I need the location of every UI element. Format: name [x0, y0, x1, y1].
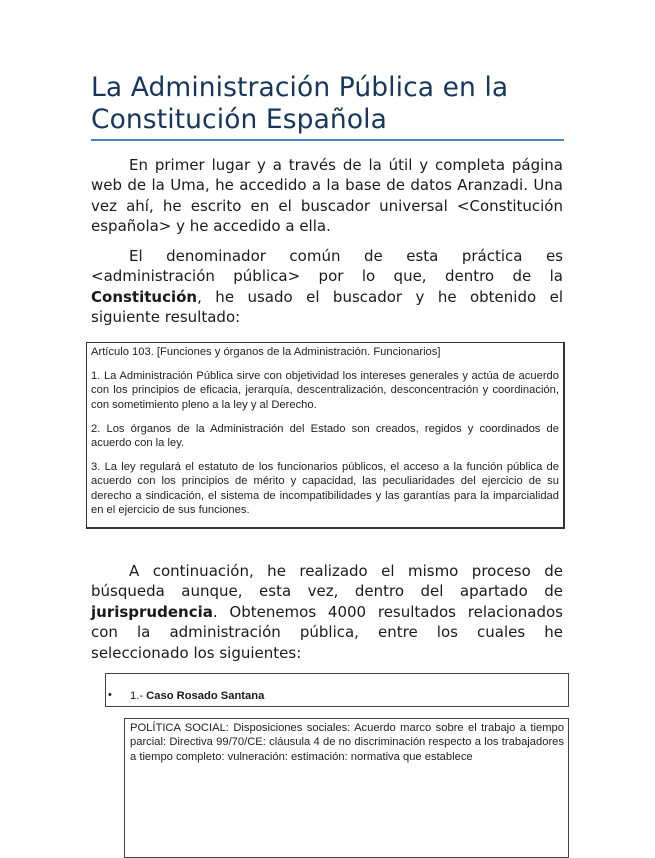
case-name: Caso Rosado Santana — [146, 690, 265, 702]
intro-paragraph — [91, 155, 563, 237]
document-title: La Administración Pública en la Constitución Española — [91, 72, 509, 135]
article-quote-box — [86, 342, 565, 529]
title-underline — [91, 139, 564, 141]
search-paragraph — [91, 246, 563, 328]
article-item-2: 2. Los órganos de la Administración del Estado son creados, regidos y coordinados de acuerdo con la ley. — [91, 422, 559, 450]
search-text-before: El denominador común de esta práctica es <administración pública> por lo que, dentro de la — [91, 247, 563, 286]
case-title — [130, 690, 264, 702]
intro-text: En primer lugar y a través de la útil y completa página web de la Uma, he accedido a la base de datos Aranzadi. Una vez ahí, he escrito en el buscador universal <Constitución española> y he accedido a ella. — [91, 156, 563, 236]
case-summary-box: POLÍTICA SOCIAL: Disposiciones sociales: Acuerdo marco sobre el trabajo a tiempo parcial: Directiva 99/70/CE: cláusula 4 de no discriminación respecto a los trabajadores a tiempo completo: vulneración: estimación: normativa que establece — [124, 718, 569, 858]
case-number: 1.- — [130, 690, 144, 702]
article-item-3: 3. La ley regulará el estatuto de los funcionarios públicos, el acceso a la función pública de acuerdo con los principios de mérito y capacidad, las peculiaridades del ejercicio de su derecho a sindicación, el sistema de incompatibilidades y las garantías para la imparcialidad en el ejercicio de sus funciones. — [91, 461, 559, 516]
jurisprudence-text-bold: jurisprudencia — [91, 602, 213, 621]
article-heading: Artículo 103. [Funciones y órganos de la Administración. Funcionarios] — [91, 346, 441, 358]
search-text-bold: Constitución — [91, 287, 198, 306]
bullet-icon: • — [108, 689, 112, 701]
jurisprudence-text-after: . Obtenemos 4000 resultados relacionados con la administración pública, entre los cuales he seleccionado los siguientes: — [91, 602, 563, 662]
jurisprudence-text-before: A continuación, he realizado el mismo proceso de búsqueda aunque, esta vez, dentro del apartado de — [91, 562, 563, 601]
jurisprudence-paragraph — [91, 561, 563, 663]
article-item-1: 1. La Administración Pública sirve con objetividad los intereses generales y actúa de acuerdo con los principios de eficacia, jerarquía, descentralización, desconcentración y coordinación, con sometimiento pleno a la ley y al Derecho. — [91, 370, 559, 411]
search-text-after: , he usado el buscador y he obtenido el siguiente resultado: — [91, 287, 563, 327]
case-list-item — [105, 673, 569, 707]
